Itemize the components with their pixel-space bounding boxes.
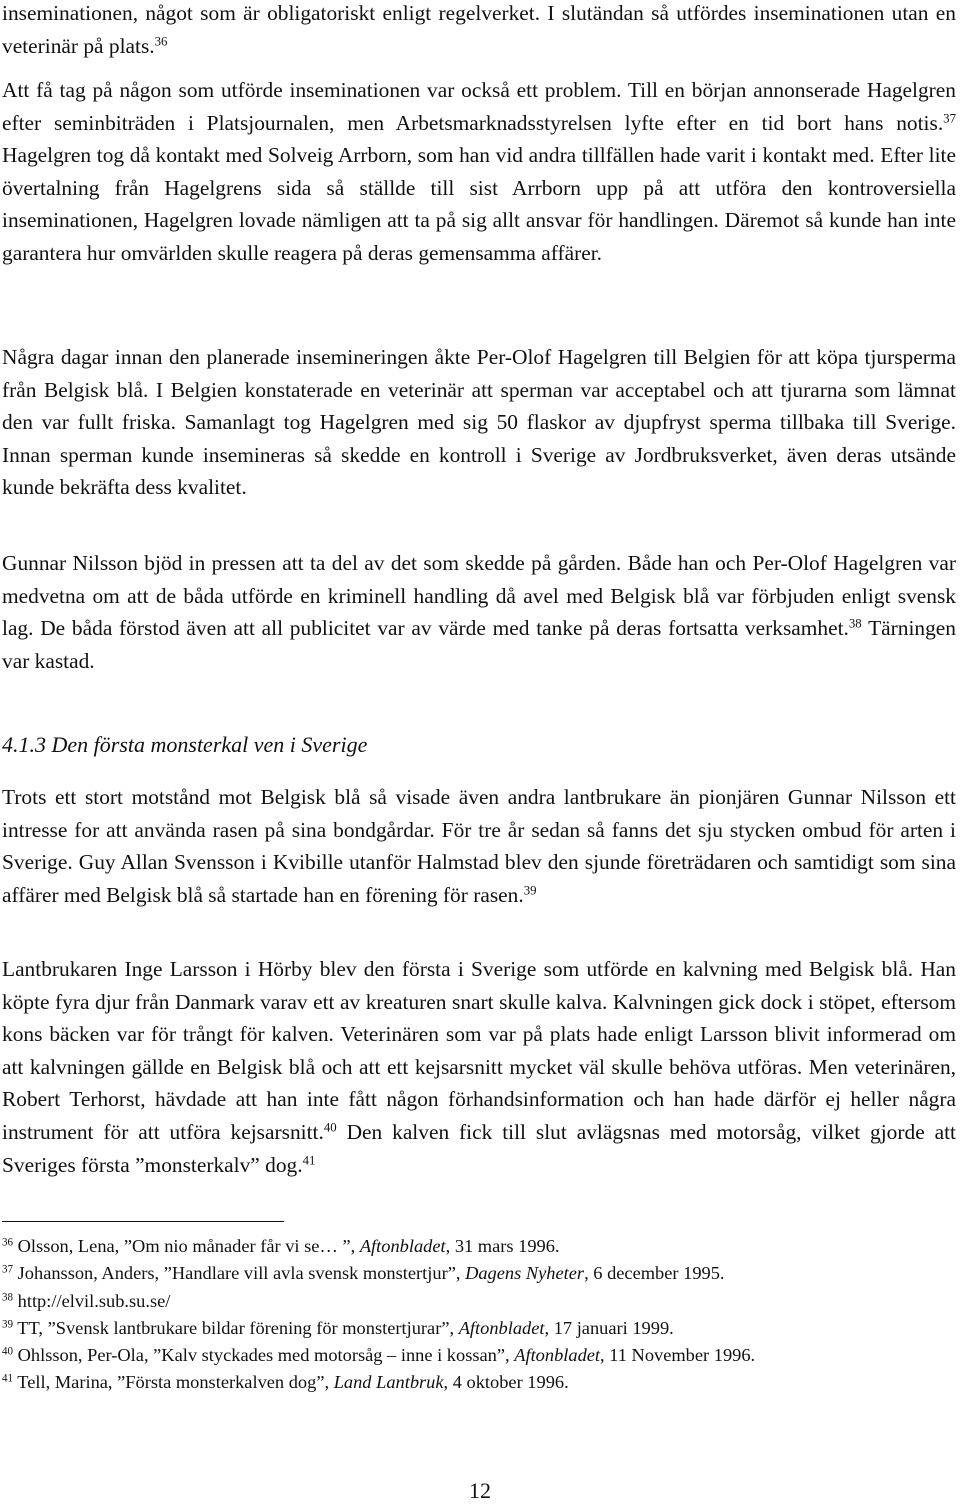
footnote-date: , 11 November 1996. [600, 1345, 756, 1366]
section-heading: 4.1.3 Den första monsterkal ven i Sverige [2, 732, 368, 757]
footnote-ref-41[interactable]: 41 [302, 1152, 316, 1167]
paragraph-5 [2, 781, 956, 911]
footnote-number: 41 [2, 1372, 14, 1385]
footnote-37 [2, 1260, 942, 1287]
footnote-separator [2, 1221, 284, 1222]
footnote-list [2, 1233, 942, 1397]
footnote-number: 39 [2, 1318, 14, 1331]
footnote-text: Johansson, Anders, ”Handlare vill avla svensk monstertjur”, [17, 1263, 466, 1284]
footnote-link[interactable]: http://elvil.sub.su.se/ [17, 1290, 171, 1311]
footnote-ref-38[interactable]: 38 [848, 616, 862, 631]
footnote-source: Aftonbladet [514, 1345, 601, 1366]
paragraph-1-text: inseminationen, något som är obligatoriskt enligt regelverket. I slutändan så utfördes inseminationen utan en veterinär på plats. [2, 1, 956, 58]
footnote-text: Ohlsson, Per-Ola, ”Kalv styckades med motorsåg – inne i kossan”, [17, 1345, 515, 1366]
footnote-ref-40[interactable]: 40 [323, 1120, 337, 1135]
footnote-39 [2, 1315, 942, 1342]
footnote-date: , 31 mars 1996. [445, 1236, 560, 1256]
footnote-36 [2, 1233, 942, 1260]
paragraph-2-text-a: Att få tag på någon som utförde inseminationen var också ett problem. Till en början annonserade Hagelgren efter seminbiträden i Platsjournalen, men Arbetsmarknadsstyrelsen lyfte efter en tid bort hans notis. [2, 78, 956, 135]
footnote-date: , 17 januari 1999. [544, 1317, 674, 1338]
footnote-ref-37[interactable]: 37 [943, 110, 956, 125]
footnote-source: Land Lantbruk [333, 1372, 444, 1393]
footnote-text: TT, ”Svensk lantbrukare bildar förening för monstertjurar”, [17, 1317, 459, 1338]
page-number: 12 [469, 1478, 491, 1503]
footnote-text: Olsson, Lena, ”Om nio månader får vi se… ”, [17, 1236, 360, 1256]
footnote-number: 40 [2, 1345, 14, 1358]
footnote-ref-36[interactable]: 36 [154, 33, 168, 48]
footnote-source: Aftonbladet [359, 1236, 446, 1256]
footnote-text: Tell, Marina, ”Första monsterkalven dog”, [17, 1372, 334, 1393]
footnote-ref-39[interactable]: 39 [523, 883, 537, 898]
paragraph-4-text-b: Tärningen var kastad. [2, 616, 956, 673]
footnote-number: 37 [2, 1263, 14, 1276]
paragraph-3-text: Några dagar innan den planerade insemineringen åkte Per-Olof Hagelgren till Belgien för att köpa tjursperma från Belgisk blå. I Belgien konstaterade en veterinär att sperman var acceptabel och att tjurarna som lämnat den var fullt friska. Samanlagt tog Hagelgren med sig 50 flaskor av djupfryst sperma tillbaka till Sverige. Innan sperman kunde insemineras så skedde en kontroll i Sverige av Jordbruksverket, även deras utsände kunde bekräfta dess kvalitet. [2, 345, 956, 500]
paragraph-6-text-a: Lantbrukaren Inge Larsson i Hörby blev den första i Sverige som utförde en kalvning med Belgisk blå. Han köpte fyra djur från Danmark varav ett av kreaturen snart skulle kalva. Kalvningen gick dock i stöpet, eftersom kons bäcken var för trångt för kalven. Veterinären som var på plats hade enligt Larsson blivit informerad om att kalvningen gällde en Belgisk blå och att ett kejsarsnitt mycket väl skulle behöva utföras. Men veterinären, Robert Terhorst, hävdade att han inte fått någon förhandsinformation och han hade därför ej heller några instrument för att utföra kejsarsnitt. [2, 957, 956, 1144]
footnote-source: Dagens Nyheter [465, 1263, 585, 1284]
paragraph-2 [2, 74, 956, 270]
paragraph-4 [2, 547, 956, 677]
footnote-38 [2, 1288, 942, 1315]
paragraph-2-text-b: Hagelgren tog då kontakt med Solveig Arrborn, som han vid andra tillfällen hade varit i kontakt med. Efter lite övertalning från Hagelgrens sida så ställde till sist Arrborn upp på att utföra den kontroversiella inseminationen, Hagelgren lovade nämligen att ta på sig allt ansvar för handlingen. Däremot så kunde han inte garantera hur omvärlden skulle reagera på deras gemensamma affärer. [2, 143, 956, 265]
paragraph-5-text: Trots ett stort motstånd mot Belgisk blå så visade även andra lantbrukare än pionjären Gunnar Nilsson ett intresse for att använda rasen på sina bondgårdar. För tre år sedan så fanns det sju stycken ombud för arten i Sverige. Guy Allan Svensson i Kvibille utanför Halmstad blev den sjunde företrädaren och samtidigt som sina affärer med Belgisk blå så startade han en förening för rasen. [2, 785, 956, 907]
footnote-number: 38 [2, 1290, 14, 1303]
footnote-40 [2, 1342, 942, 1369]
footnote-date: , 6 december 1995. [584, 1263, 725, 1284]
footnote-source: Aftonbladet [458, 1317, 545, 1338]
footnote-date: , 4 oktober 1996. [443, 1372, 569, 1393]
footnote-41 [2, 1369, 942, 1396]
footnote-number: 36 [2, 1236, 14, 1249]
paragraph-1 [2, 0, 956, 62]
paragraph-6 [2, 953, 956, 1181]
paragraph-4-text-a: Gunnar Nilsson bjöd in pressen att ta del av det som skedde på gården. Både han och Per-Olof Hagelgren var medvetna om att de båda utförde en kriminell handling då avel med Belgisk blå var förbjuden enligt svensk lag. De båda förstod även att all publicitet var av värde med tanke på deras fortsatta verksamhet. [2, 551, 956, 641]
paragraph-6-text-b: Den kalven fick till slut avlägsnas med motorsåg, vilket gjorde att Sveriges första ”monsterkalv” dog. [2, 1119, 956, 1177]
paragraph-3 [2, 341, 956, 504]
